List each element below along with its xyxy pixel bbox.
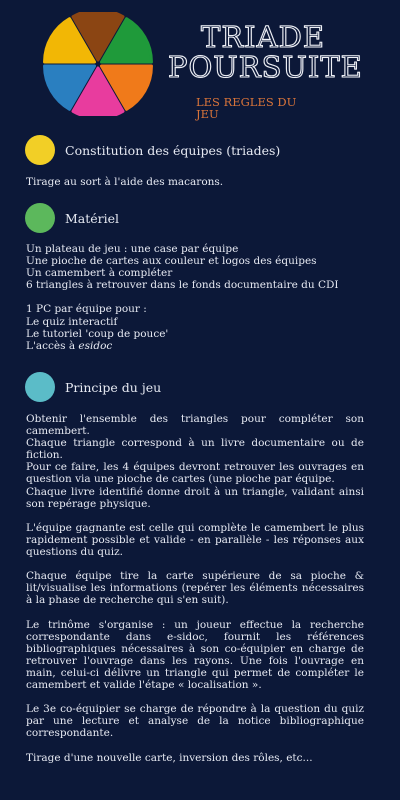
- section-principe-header: [25, 372, 161, 402]
- header: [0, 0, 400, 130]
- materiel-line: Un plateau de jeu : une case par équipe: [26, 243, 239, 255]
- principe-paragraph: Obtenir l'ensemble des triangles pour compléter son camembert.: [26, 413, 364, 438]
- page-title: [168, 20, 363, 84]
- principe-paragraph: Pour ce faire, les 4 équipes devront retrouver les ouvrages en question via une pioche de cartes (une pioche par équipe.: [26, 461, 364, 486]
- principe-paragraph: Le 3e co-équipier se charge de répondre à la question du quiz par une lecture et analyse de la notice bibliographique correspondante.: [26, 703, 364, 740]
- section-principe-title: Principe du jeu: [65, 379, 162, 395]
- section-principe-text: [26, 413, 364, 764]
- green-dot-icon: [25, 203, 55, 233]
- principe-paragraph: Chaque livre identifié donne droit à un triangle, validant ainsi son repérage physique.: [26, 485, 364, 510]
- page-subtitle: LES REGLES DU JEU: [196, 95, 297, 121]
- materiel-line: Une pioche de cartes aux couleur et logos des équipes: [26, 255, 317, 268]
- materiel-line: 1 PC par équipe pour :: [26, 303, 147, 316]
- section-constitution-text: [26, 176, 364, 188]
- section-constitution-title: Constitution des équipes (triades): [65, 142, 281, 158]
- materiel-line: Un camembert à compléter: [26, 267, 173, 280]
- section-materiel-header: [25, 203, 119, 233]
- materiel-line: Le tutoriel 'coup de pouce': [26, 327, 169, 340]
- section-materiel-title: Matériel: [65, 210, 120, 226]
- title-line-2: POURSUITE: [168, 50, 363, 84]
- principe-paragraph: Chaque équipe tire la carte supérieure de sa pioche & lit/visualise les informations (repérer les éléments nécessaires à la phase de recherche qui s'en suit).: [26, 570, 364, 607]
- esidoc-name: esidoc: [78, 339, 113, 352]
- principe-paragraph: Le trinôme s'organise : un joueur effectue la recherche correspondante dans e-sidoc, fournit les références bibliographiques nécessaires à son co-équipier en charge de retrouver l'ouvrage dans les rayons. Une fois l'ouvrage en main, celui-ci délivre un triangle qui permet de compléter le camembert et valide l'étape « localisation ».: [26, 618, 364, 692]
- materiel-line: Le quiz interactif: [26, 315, 118, 328]
- constitution-paragraph: Tirage au sort à l'aide des macarons.: [26, 176, 224, 188]
- section-constitution-header: [25, 135, 280, 165]
- principe-paragraph: L'équipe gagnante est celle qui complète le camembert le plus rapidement possible et valide - en parallèle - les réponses aux questions du quiz.: [26, 521, 364, 559]
- pie-logo-icon: [42, 12, 154, 116]
- principe-paragraph: Chaque triangle correspond à un livre documentaire ou de fiction.: [26, 437, 364, 462]
- teal-dot-icon: [25, 372, 55, 402]
- title-line-1: TRIADE: [201, 20, 325, 54]
- materiel-line-esidoc: [26, 340, 364, 352]
- esidoc-prefix: L'accès à: [26, 339, 79, 352]
- materiel-line: 6 triangles à retrouver dans le fonds documentaire du CDI: [26, 279, 339, 292]
- principe-paragraph: Tirage d'une nouvelle carte, inversion des rôles, etc...: [26, 751, 313, 764]
- yellow-dot-icon: [25, 135, 55, 165]
- section-materiel-text: [26, 243, 364, 352]
